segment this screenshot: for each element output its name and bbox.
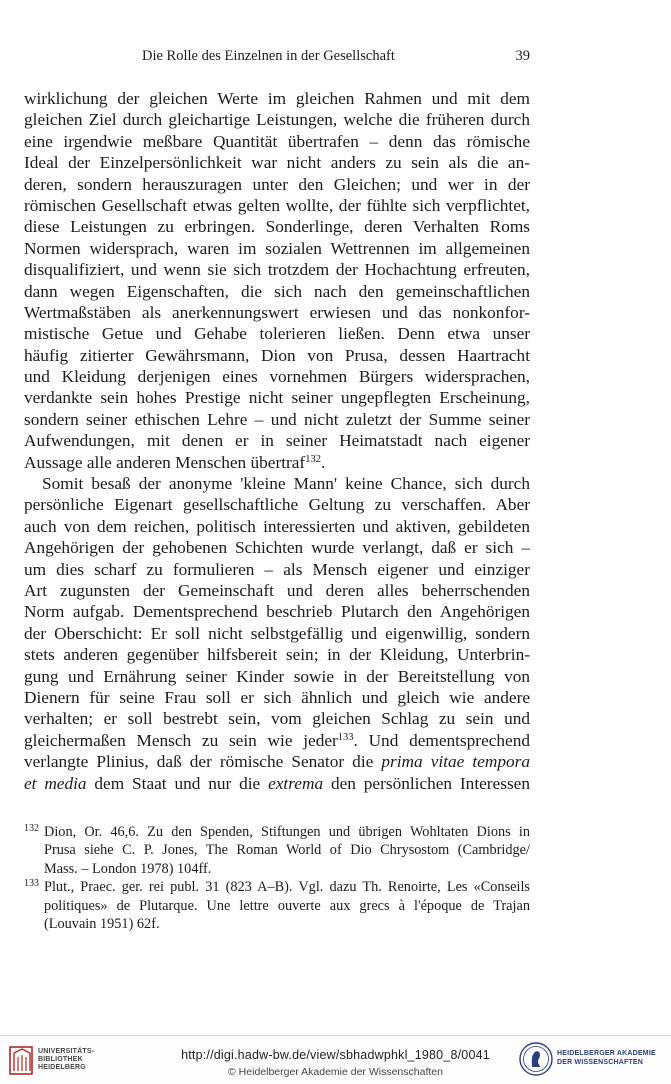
running-head-title: Die Rolle des Einzelnen in der Gesellschaft xyxy=(142,48,395,64)
text-line: Angehörigen der gehobenen Schichten wurde verlangt, daß er sich – xyxy=(24,538,530,558)
footnote xyxy=(24,878,530,933)
text-line: disqualifiziert, und wenn sie sich trotzdem der Hochachtung erfreuten, xyxy=(24,260,530,280)
running-head xyxy=(24,46,530,66)
text-line: persönliche Eigenart gesellschaftliche Geltung zu verschaffen. Aber xyxy=(24,495,530,515)
text-line xyxy=(24,452,530,473)
library-name-line: BIBLIOTHEK xyxy=(38,1056,83,1063)
viewer-footer xyxy=(0,1035,671,1084)
permalink-url[interactable]: http://digi.hadw-bw.de/view/sbhadwphkl_1980_8/0041 xyxy=(181,1048,490,1062)
academy-seal-icon xyxy=(519,1042,553,1076)
text-line: Ideal der Einzelpersönlichkeit war nicht anders zu sein als die an- xyxy=(24,153,530,173)
footnote-number: 132 xyxy=(24,823,39,834)
text-fragment: . Und dementsprechend xyxy=(353,730,530,750)
text-line xyxy=(24,773,530,794)
text-line: der Oberschicht: Er soll nicht selbstgefällig und eigenwillig, sondern xyxy=(24,623,530,643)
text-fragment: verlangte Plinius, daß der römische Senator die xyxy=(24,752,374,772)
footnote xyxy=(24,823,530,878)
text-line: gleichen Ziel durch gleichartige Leistungen, welche die früheren durch xyxy=(24,110,530,130)
text-line: häufig zitierter Gewährsmann, Dion von Prusa, dessen Haartracht xyxy=(24,345,530,365)
body-text xyxy=(24,88,530,794)
text-line: eine irgendwie meßbare Quantität übertrafen – denn das römische xyxy=(24,131,530,151)
footnote-line: politiques» de Plutarque. Une lettre ouverte aux grecs à l'époque de Trajan xyxy=(44,897,530,914)
text-line: mistische Getue und Gehabe tolerieren ließen. Denn etwa unser xyxy=(24,324,530,344)
text-line: stets anderen gegenüber hilfsbereit sein; in der Kleidung, Unterbrin- xyxy=(24,645,530,665)
footnote-line: Mass. – London 1978) 104ff. xyxy=(44,860,212,877)
italic-phrase: extrema xyxy=(268,773,324,793)
text-line xyxy=(24,751,530,772)
academy-name xyxy=(557,1050,656,1067)
text-line: römischen Gesellschaft etwas gelten wollte, der fühlte sich verpflichtet, xyxy=(24,195,530,215)
text-line: und Kleidung derjenigen eines vornehmen Bürgers widersprachen, xyxy=(24,367,530,387)
text-line: verhalten; er soll bestrebt sein, vom gleichen Schlag zu sein und xyxy=(24,709,530,729)
copyright-notice: © Heidelberger Akademie der Wissenschaften xyxy=(228,1066,443,1078)
text-fragment: Aussage alle anderen Menschen übertraf xyxy=(24,452,306,472)
text-fragment: den persönlichen Interessen xyxy=(323,773,530,793)
text-line: verdankte sein hohes Prestige nicht seiner ungepflegten Erscheinung, xyxy=(24,388,530,408)
text-line: diese Leistungen zu erbringen. Sonderlinge, deren Verhalten Roms xyxy=(24,217,530,237)
academy-name-line: HEIDELBERGER AKADEMIE xyxy=(557,1050,656,1057)
text-line: Art zugunsten der Gemeinschaft und deren alles beherrschenden xyxy=(24,580,530,600)
text-line: Norm aufgab. Dementsprechend beschrieb Plutarch den Angehörigen xyxy=(24,602,530,622)
text-line xyxy=(24,730,530,751)
text-line: deren, sondern herauszuragen unter den Gleichen; und wer in der xyxy=(24,174,530,194)
text-line: Normen widersprach, waren im sozialen Wettrennen im allgemeinen xyxy=(24,238,530,258)
footnote-number: 133 xyxy=(24,878,39,890)
text-line: dann wegen Eigenschaften, die sich nach den gemeinschaftlichen xyxy=(24,281,530,301)
text-line: Dienern für seine Frau soll er sich ähnlich und gleich wie andere xyxy=(24,687,530,707)
footnote-line: (Louvain 1951) 62f. xyxy=(44,916,160,933)
text-fragment: gleichermaßen Mensch zu sein wie jeder xyxy=(24,730,338,750)
text-line: gung und Ernährung seiner Kinder sowie in der Bereitstellung von xyxy=(24,666,530,686)
footnotes xyxy=(24,823,530,933)
text-fragment: dem Staat und nur die xyxy=(86,773,269,793)
text-fragment: . xyxy=(320,452,326,472)
page-number: 39 xyxy=(515,48,530,64)
text-line: um dies scharf zu formulieren – als Mensch eigener und einziger xyxy=(24,559,530,579)
footnote-ref: 132 xyxy=(305,453,321,465)
footnote-line: Prusa siehe C. P. Jones, The Roman World of Dio Chrysostom (Cambridge/ xyxy=(44,842,530,859)
text-line: sondern seiner ethischen Lehre – und nicht zuletzt der Summe seiner xyxy=(24,409,530,429)
library-name-line: HEIDELBERG xyxy=(38,1064,86,1071)
library-name-line: UNIVERSITÄTS- xyxy=(38,1048,95,1055)
text-line: Wertmaßstäben als anerkennungswert erwiesen und das nonkonfor- xyxy=(24,302,530,322)
academy-name-line: DER WISSENSCHAFTEN xyxy=(557,1058,644,1066)
text-line: wirklichung der gleichen Werte im gleichen Rahmen und mit dem xyxy=(24,89,530,108)
text-line: Aufwendungen, mit denen er in seiner Heimatstadt nach eigener xyxy=(24,431,530,451)
italic-phrase: prima vitae tempora xyxy=(381,752,530,772)
text-line: Somit besaß der anonyme 'kleine Mann' keine Chance, sich durch xyxy=(42,474,530,494)
footnote-line: Dion, Or. 46,6. Zu den Spenden, Stiftungen und übrigen Wohltaten Dions in xyxy=(44,824,530,840)
footnote-ref: 133 xyxy=(337,731,354,743)
italic-phrase: et media xyxy=(24,773,87,793)
footnote-line: Plut., Praec. ger. rei publ. 31 (823 A–B). Vgl. dazu Th. Renoirte, Les «Conseils xyxy=(44,879,530,896)
text-line: auch von dem reichen, politisch interessierten und aktiven, gebildeten xyxy=(24,516,530,536)
